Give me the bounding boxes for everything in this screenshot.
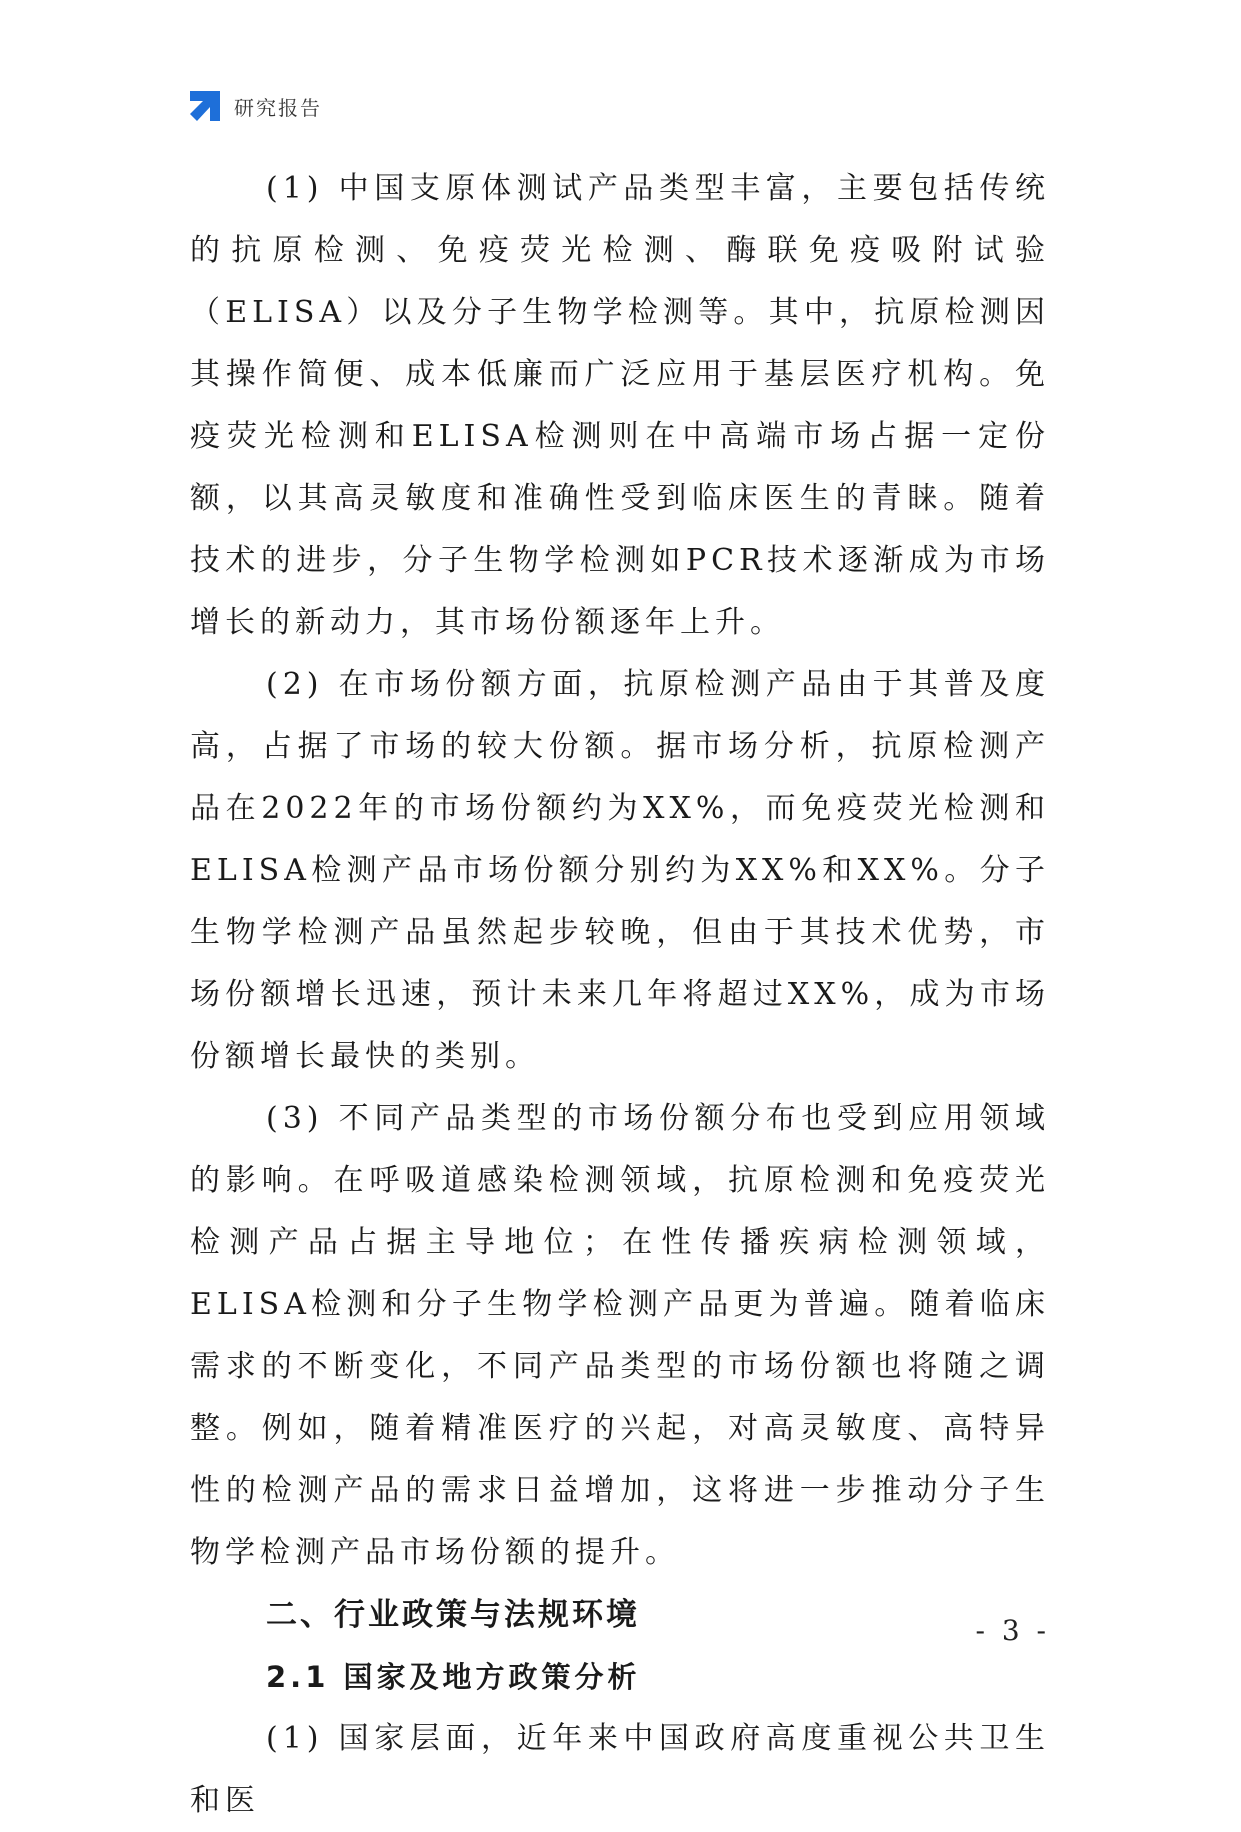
- header-title: 研究报告: [234, 95, 322, 120]
- section-heading: 二、行业政策与法规环境: [266, 1597, 640, 1633]
- paragraph-1: (1) 中国支原体测试产品类型丰富，主要包括传统的抗原检测、免疫荧光检测、酶联免疫吸附试验（ELISA）以及分子生物学检测等。其中，抗原检测因其操作简便、成本低廉而广泛应用于基层医疗机构。免疫荧光检测和ELISA检测则在中高端市场占据一定份额，以其高灵敏度和准确性受到临床医生的青睐。随着技术的进步，分子生物学检测如PCR技术逐渐成为市场增长的新动力，其市场份额逐年上升。: [190, 171, 1050, 640]
- page-number: - 3 -: [975, 1614, 1050, 1647]
- paragraph-2: (2) 在市场份额方面，抗原检测产品由于其普及度高，占据了市场的较大份额。据市场分析，抗原检测产品在2022年的市场份额约为XX%，而免疫荧光检测和ELISA检测产品市场份额分别约为XX%和XX%。分子生物学检测产品虽然起步较晚，但由于其技术优势，市场份额增长迅速，预计未来几年将超过XX%，成为市场份额增长最快的类别。: [190, 667, 1050, 1074]
- paragraph-4: (1) 国家层面，近年来中国政府高度重视公共卫生和医: [190, 1721, 1050, 1818]
- paragraph-3: (3) 不同产品类型的市场份额分布也受到应用领域的影响。在呼吸道感染检测领域，抗原检测和免疫荧光检测产品占据主导地位；在性传播疾病检测领域，ELISA检测和分子生物学检测产品更为普遍。随着临床需求的不断变化，不同产品类型的市场份额也将随之调整。例如，随着精准医疗的兴起，对高灵敏度、高特异性的检测产品的需求日益增加，这将进一步推动分子生物学检测产品市场份额的提升。: [190, 1101, 1050, 1570]
- arrow-logo-icon: [188, 89, 222, 123]
- document-body: [190, 158, 1050, 1832]
- report-header: [188, 88, 322, 124]
- subsection-heading: 2.1 国家及地方政策分析: [266, 1660, 641, 1694]
